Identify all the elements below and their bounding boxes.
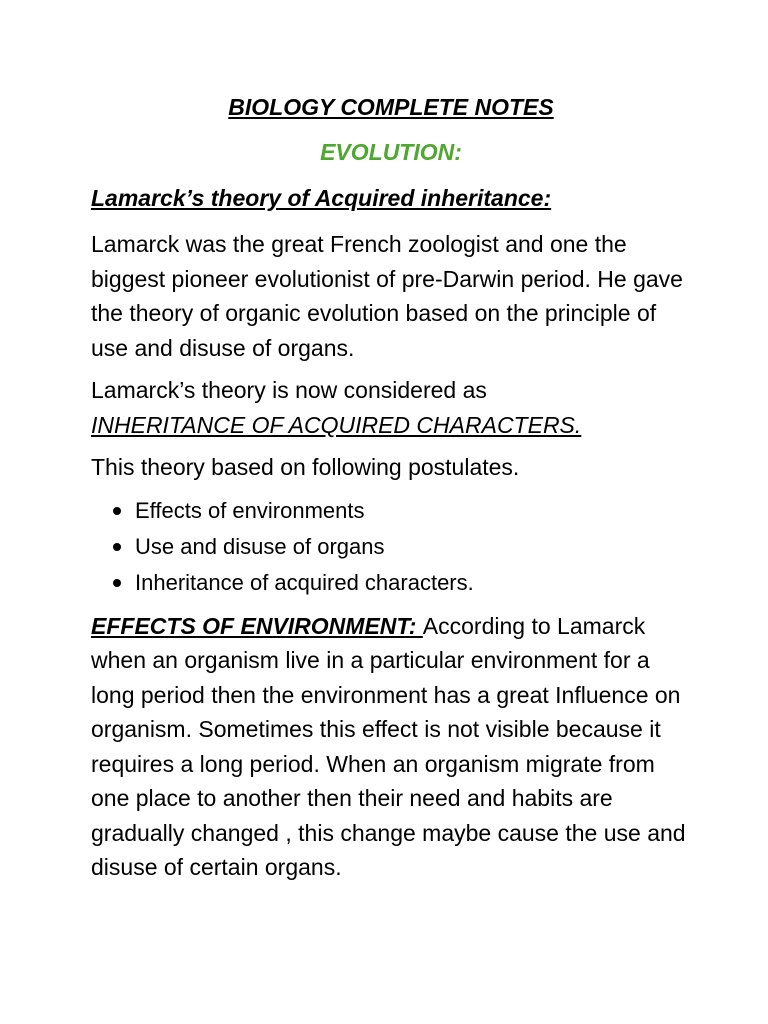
bullet-icon [113, 543, 121, 551]
list-item-text: Effects of environments [135, 497, 365, 523]
document-subtitle: EVOLUTION: [320, 139, 462, 165]
section-heading: Lamarck’s theory of Acquired inheritance: [91, 185, 552, 211]
effects-heading: EFFECTS OF ENVIRONMENT: [91, 612, 423, 639]
list-item-text: Use and disuse of organs [135, 533, 385, 559]
paragraph-postulates-intro: This theory based on following postulates. [91, 454, 520, 480]
paragraph-considered [91, 373, 691, 442]
paragraph-considered-emphasis: INHERITANCE OF ACQUIRED CHARACTERS. [91, 411, 582, 438]
list-item-text: Inheritance of acquired characters. [135, 569, 474, 595]
list-item [113, 565, 691, 601]
list-item [113, 529, 691, 565]
bullet-icon [113, 507, 121, 515]
postulates-list [91, 493, 691, 601]
document-title: BIOLOGY COMPLETE NOTES [228, 94, 554, 120]
document-page [91, 92, 691, 893]
list-item [113, 493, 691, 529]
paragraph-intro: Lamarck was the great French zoologist and one the biggest pioneer evolutionist of pre-Darwin period. He gave the theory of organic evolution based on the principle of use and disuse of organs. [91, 231, 683, 361]
paragraph-considered-prefix: Lamarck’s theory is now considered as [91, 377, 487, 403]
effects-text: According to Lamarck when an organism live in a particular environment for a long period then the environment has a great Influence on organism. Sometimes this effect is not visible because it requires a long period. When an organism migrate from one place to another then their need and habits are gradually changed , this change maybe cause the use and disuse of certain organs. [91, 612, 686, 880]
bullet-icon [113, 579, 121, 587]
paragraph-effects [91, 609, 691, 885]
